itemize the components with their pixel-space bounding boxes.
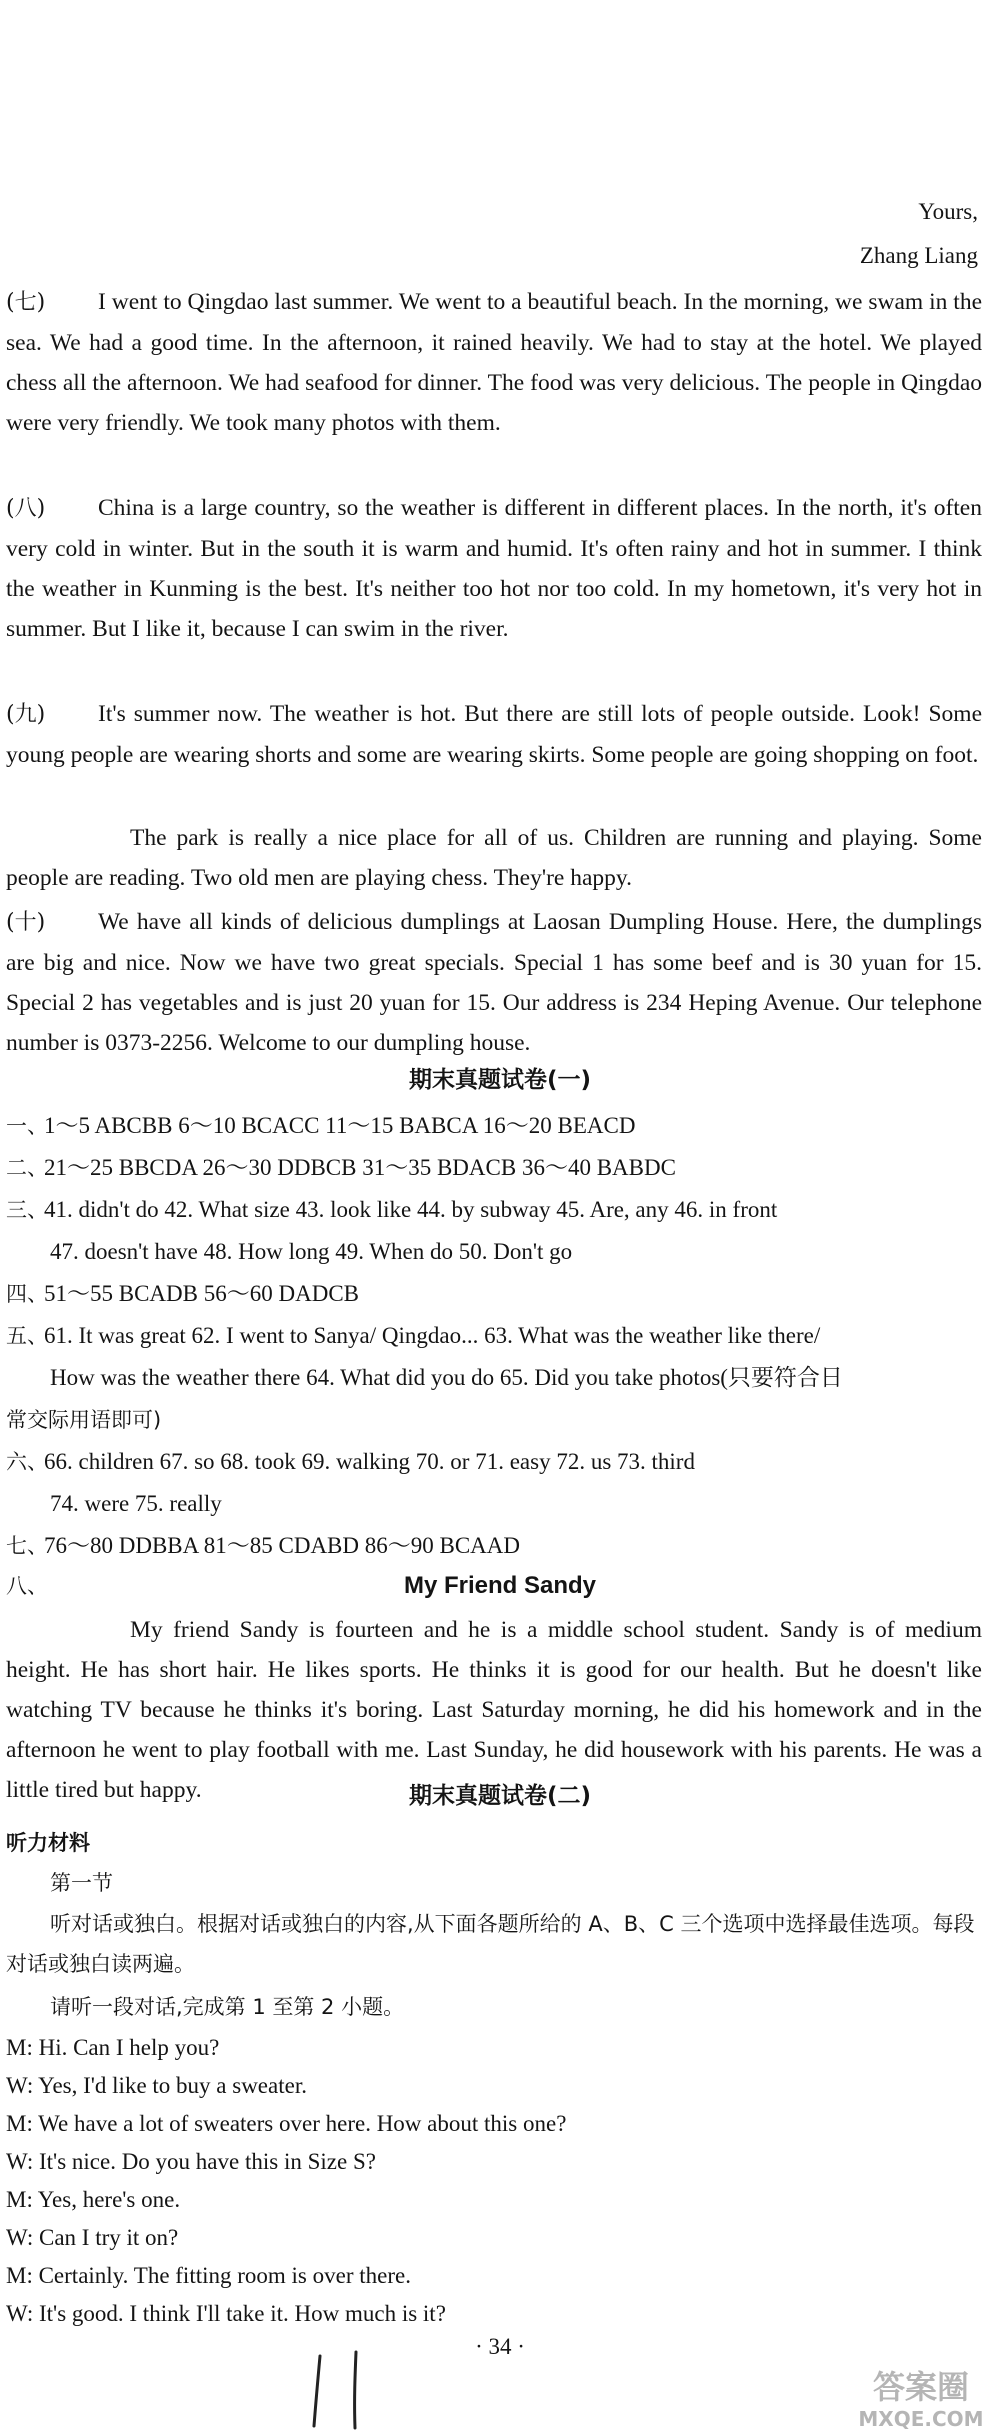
answer-line: How was the weather there 64. What did you do 65. Did you take photos(只要符合日 [50,1365,843,1390]
listening-instruction: 听对话或独白。根据对话或独白的内容,从下面各题所给的 A、B、C 三个选项中选择最佳选项。每段对话或独白读两遍。 [6,1912,975,1976]
answer-line: 一、1～5 ABCBB 6～10 BCACC 11～15 BABCA 16～20 BEACD [6,1113,636,1138]
answer-line: 八、 [6,1574,48,1598]
essay-text: I went to Qingdao last summer. We went to a beautiful beach. In the morning, we swam in the sea. We had a good time. In the afternoon, it rained heavily. We had to stay at the hotel. We played chess all the afternoon. We had seafood for dinner. The food was very delicious. The people in Qingdao were very friendly. We took many photos with them. [6,289,982,436]
exam-2-title: 期末真题试卷(二) [408,1783,592,1809]
section-heading: 第一节 [50,1871,113,1895]
answer-line: 常交际用语即可) [6,1408,162,1432]
dialogue-line: W: Yes, I'd like to buy a sweater. [6,2073,307,2098]
answer-line: 三、41. didn't do 42. What size 43. look like 44. by subway 45. Are, any 46. in front [6,1197,778,1222]
exam-1-title: 期末真题试卷(一) [408,1067,592,1093]
answer-line: 七、76～80 DDBBA 81～85 CDABD 86～90 BCAAD [6,1533,521,1558]
watermark-logo [846,2360,996,2432]
dialogue-line: M: We have a lot of sweaters over here. How about this one? [6,2111,567,2136]
page-number: · 34 · [475,2334,525,2359]
essay-text: It's summer now. The weather is hot. But there are still lots of people outside. Look! Some young people are wearing shorts and some are wearing skirts. Some people are going shopping on foot. [6,701,982,768]
answer-line: 六、66. children 67. so 68. took 69. walking 70. or 71. easy 72. us 73. third [6,1449,695,1474]
dialogue-line: W: It's nice. Do you have this in Size S? [6,2149,376,2174]
essay-number: (十) [6,910,46,935]
essay-text: The park is really a nice place for all of us. Children are running and playing. Some people are reading. Two old men are playing chess. They're happy. [6,825,982,891]
dialogue-line: M: Hi. Can I help you? [6,2035,220,2060]
dialogue-line: W: It's good. I think I'll take it. How much is it? [6,2301,446,2326]
svg-text:MXQE.COM: MXQE.COM [858,2407,984,2431]
listening-heading: 听力材料 [6,1831,90,1855]
letter-signature: Zhang Liang [859,243,978,268]
essay-text: We have all kinds of delicious dumplings at Laosan Dumpling House. Here, the dumplings are big and nice. Now we have two great specials. Special 1 has some beef and is 30 yuan for 15. Special 2 has vegetables and is just 20 yuan for 15. Our address is 234 Heping Avenue. Our telephone number is 0373-2256. Welcome to our dumpling house. [6,909,982,1056]
answer-line: 74. were 75. really [50,1491,222,1516]
essay-7 [6,282,982,443]
essay-number: (九) [6,702,46,727]
letter-closing: Yours, [918,199,978,224]
essay-number: (七) [6,290,46,315]
essay-text: My friend Sandy is fourteen and he is a middle school student. Sandy is of medium height. He has short hair. He likes sports. He thinks it is good for our health. But he doesn't like watching TV because he thinks it's boring. Last Saturday morning, he did his homework and in the afternoon he went to play football with me. Last Sunday, he did housework with his parents. He was a little tired but happy. [6,1617,982,1803]
dialogue-line: M: Yes, here's one. [6,2187,181,2212]
essay-8 [6,488,982,649]
answer-line: 五、61. It was great 62. I went to Sanya/ Qingdao... 63. What was the weather like there/ [6,1323,821,1348]
dialogue-line: M: Certainly. The fitting room is over there. [6,2263,411,2288]
handwritten-mark [298,2350,388,2430]
essay-text: China is a large country, so the weather is different in different places. In the north, it's often very cold in winter. But in the south it is warm and humid. It's often rainy and hot in summer. I think the weather in Kunming is the best. It's neither too hot nor too cold. In my hometown, it's very hot in summer. But I like it, because I can swim in the river. [6,495,982,642]
listening-prompt: 请听一段对话,完成第 1 至第 2 小题。 [50,1995,405,2019]
essay-9 [6,694,982,775]
essay-10 [6,902,982,1063]
svg-text:答案圈: 答案圈 [872,2368,970,2406]
essay-number: (八) [6,496,46,521]
answer-line: 47. doesn't have 48. How long 49. When do 50. Don't go [50,1239,573,1264]
answer-line: 二、21～25 BBCDA 26～30 DDBCB 31～35 BDACB 36～40 BABDC [6,1155,676,1180]
answer-line: 四、51～55 BCADB 56～60 DADCB [6,1281,360,1306]
essay-title: My Friend Sandy [403,1572,597,1599]
essay-9-paragraph-2 [6,818,982,898]
dialogue-line: W: Can I try it on? [6,2225,179,2250]
